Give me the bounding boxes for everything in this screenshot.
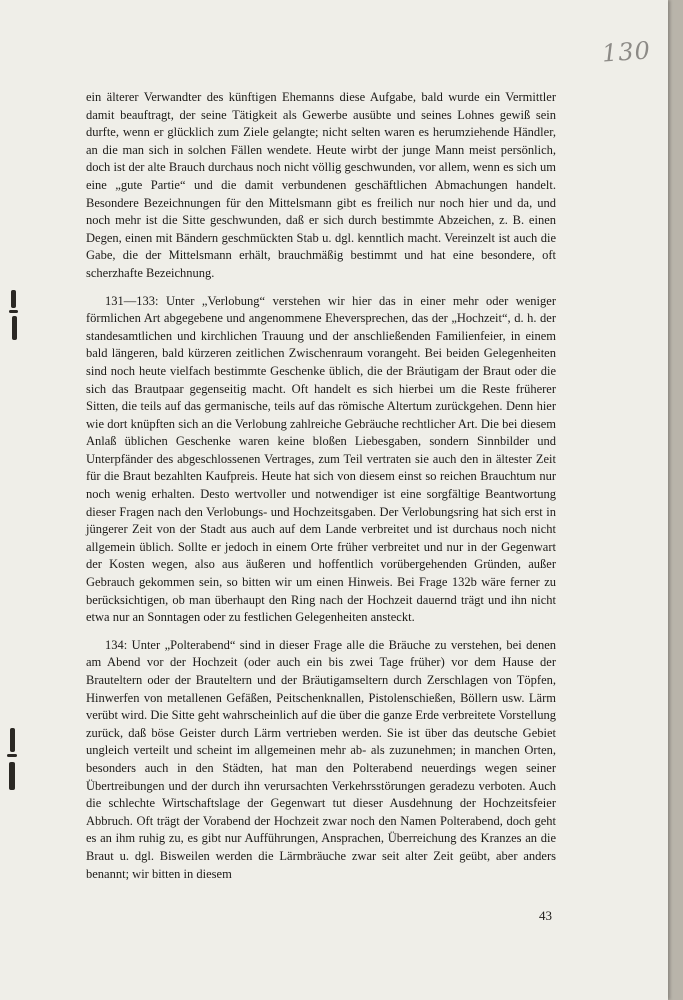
margin-mark-lower	[6, 728, 20, 792]
page-number: 43	[539, 908, 552, 923]
paragraph-continuation: ein älterer Verwandter des künftigen Ehemanns diese Aufgabe, bald wurde ein Vermittler damit beauftragt, der seine Tätigkeit als Gewerbe ausübte und seines Lohnes gewiß sein durfte, wenn er glücklich zum Ziele gelangte; nicht selten waren es herumziehende Händler, an die man sich in solchen Fällen wendete. Heute wirbt der junge Mann meist persönlich, doch ist der alte Brauch durchaus noch nicht völlig geschwunden, vor allem, wenn es sich um eine „gute Partie“ und die damit verbundenen geschäftlichen Abmachungen handelt. Besondere Bezeichnungen für den Mittelsmann gibt es freilich nur noch hier und da, und noch mehr ist die Sitte geschwunden, daß er sich durch bestimmte Abzeichen, z. B. einen Degen, einen mit Bändern geschmückten Stab u. dgl. kenntlich macht. Vereinzelt ist auch die Gabe, die der Mittelsmann erhält, brauchmäßig bestimmt und hat eine besondere, oft scherzhafte Bezeichnung.	[86, 90, 556, 280]
body-text	[86, 89, 556, 893]
paragraph-131-133: 131—133: Unter „Verlobung“ verstehen wir hier das in einer mehr oder weniger förmlichen Art abgegebene und angenommene Eheversprechen, das der „Hochzeit“, d. h. der standesamtlichen und kirchlichen Trauung und der anschließenden Familienfeier, in einem bald längeren, bald kürzeren zeitlichen Zwischenraum vorangeht. Bei beiden Gelegenheiten sind noch heute vielfach bestimmte Geschenke üblich, die der Bräutigam der Braut oder die sich das Brautpaar gegenseitig macht. Oft handelt es sich hierbei um die Reste früherer Sitten, die teils auf das germanische, teils auf das römische Altertum zurückgehen. Denn hier wie dort knüpften sich an die Verlobung zahlreiche Gebräuche rechtlicher Art. Die bei diesem Anlaß üblichen Geschenke waren keine bloßen Liebesgaben, sondern Sinnbilder und Unterpfänder des abgeschlossenen Vertrages, zum Teil vertraten sie auch den in ältester Zeit für die Braut bezahlten Kaufpreis. Heute hat sich von diesem einst so reichen Brauchtum nur noch wenig erhalten. Desto wertvoller und notwendiger ist eine sorgfältige Beantwortung dieser Fragen nach den Verlobungs- und Hochzeitsgaben. Der Verlobungsring hat sich erst in jüngerer Zeit von der Stadt aus auch auf dem Lande verbreitet und ist durchaus noch nicht allgemein üblich. Sollte er jedoch in einem Orte früher verbreitet und nur in der Gegenwart der Kosten wegen, also aus äußeren und hoffentlich vorübergehenden Gründen, außer Gebrauch gekommen sein, so bitten wir um einen Hinweis. Bei Frage 132b wäre ferner zu berücksichtigen, ob man überhaupt den Ring nach der Hochzeit dauernd trägt und ihn nicht etwa nur an Sonntagen oder zu festlichen Gelegenheiten ansteckt.	[86, 293, 556, 625]
paragraph-134: 134: Unter „Polterabend“ sind in dieser Frage alle die Bräuche zu verstehen, bei denen am Abend vor der Hochzeit (oder auch ein bis zwei Tage früher) vor dem Hause der Brauteltern oder der Brauteltern und der Bräutigamseltern durch Zerschlagen von Töpfen, Hinwerfen von metallenen Gefäßen, Peitschenknallen, Pistolenschießen, Böllern usw. Lärm verübt wird. Die Sitte geht wahrscheinlich auf die über die ganze Erde verbreitete Vorstellung zurück, daß böse Geister durch Lärm vertrieben werden. Sie ist über das deutsche Gebiet ungleich verteilt und scheint im allgemeinen mehr ab- als zuzunehmen; in manchen Orten, besonders auch in den Städten, hat man den Polterabend neuerdings wegen seiner Übertreibungen und der durch ihn verursachten Verkehrsstörungen geradezu verboten. Auch die schlechte Wirtschaftslage der Gegenwart tut dieser Ausdehnung der Hochzeitsfeier Abbruch. Oft trägt der Vorabend der Hochzeit zwar noch den Namen Polterabend, doch geht es an ihm ruhig zu, es gibt nur Aufführungen, Ansprachen, Überreichung des Kranzes an die Braut u. dgl. Bisweilen werden die Lärmbräuche zwar seit alter Zeit geübt, aber anders benannt; wir bitten in diesem	[86, 637, 556, 881]
handwritten-page-note: 130	[601, 36, 652, 68]
margin-mark-upper	[8, 290, 22, 342]
